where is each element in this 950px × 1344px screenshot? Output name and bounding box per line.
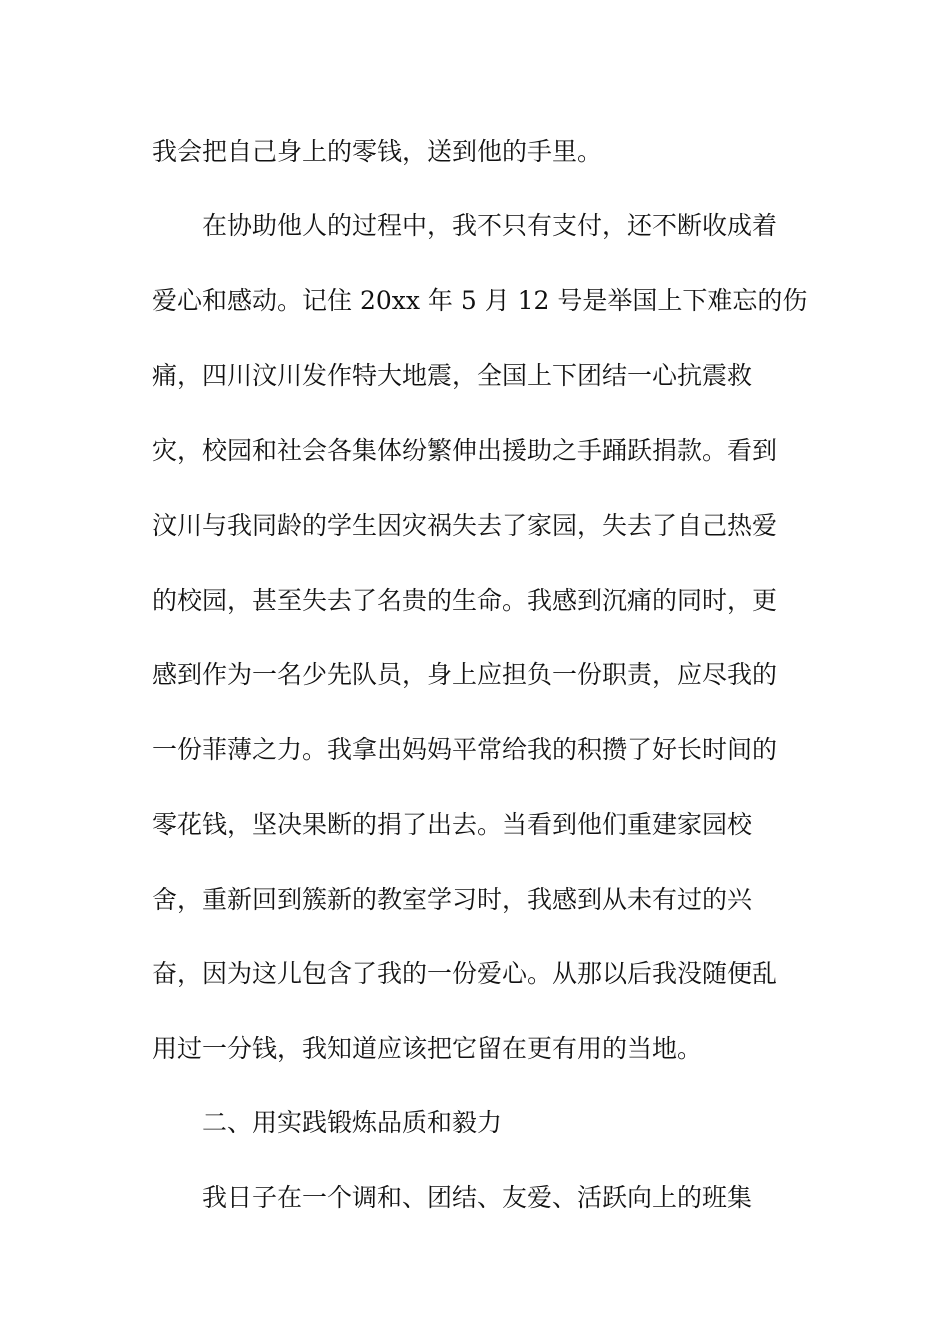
- section-heading: 二、用实践锻炼品质和毅力: [202, 1108, 503, 1137]
- text-line: 爱心和感动。记住 20xx 年 5 月 12 号是举国上下难忘的伤: [152, 286, 808, 315]
- text-line: 用过一分钱，我知道应该把它留在更有用的当地。: [152, 1034, 703, 1063]
- text-line: 我会把自己身上的零钱，送到他的手里。: [152, 137, 603, 166]
- text-line: 奋，因为这儿包含了我的一份爱心。从那以后我没随便乱: [152, 959, 778, 988]
- text-line: 零花钱，坚决果断的捐了出去。当看到他们重建家园校: [152, 810, 753, 839]
- text-line: 痛，四川汶川发作特大地震，全国上下团结一心抗震救: [152, 361, 753, 390]
- text-line: 灾，校园和社会各集体纷繁伸出援助之手踊跃捐款。看到: [152, 436, 778, 465]
- paragraph-first-line: 我日子在一个调和、团结、友爱、活跃向上的班集: [202, 1183, 753, 1212]
- text-line: 一份菲薄之力。我拿出妈妈平常给我的积攒了好长时间的: [152, 735, 778, 764]
- text-line: 舍，重新回到簇新的教室学习时，我感到从未有过的兴: [152, 885, 753, 914]
- text-line: 感到作为一名少先队员，身上应担负一份职责，应尽我的: [152, 660, 778, 689]
- text-line: 汶川与我同龄的学生因灾祸失去了家园，失去了自己热爱: [152, 511, 778, 540]
- text-line: 的校园，甚至失去了名贵的生命。我感到沉痛的同时，更: [152, 586, 778, 615]
- paragraph-first-line: 在协助他人的过程中，我不只有支付，还不断收成着: [202, 211, 778, 240]
